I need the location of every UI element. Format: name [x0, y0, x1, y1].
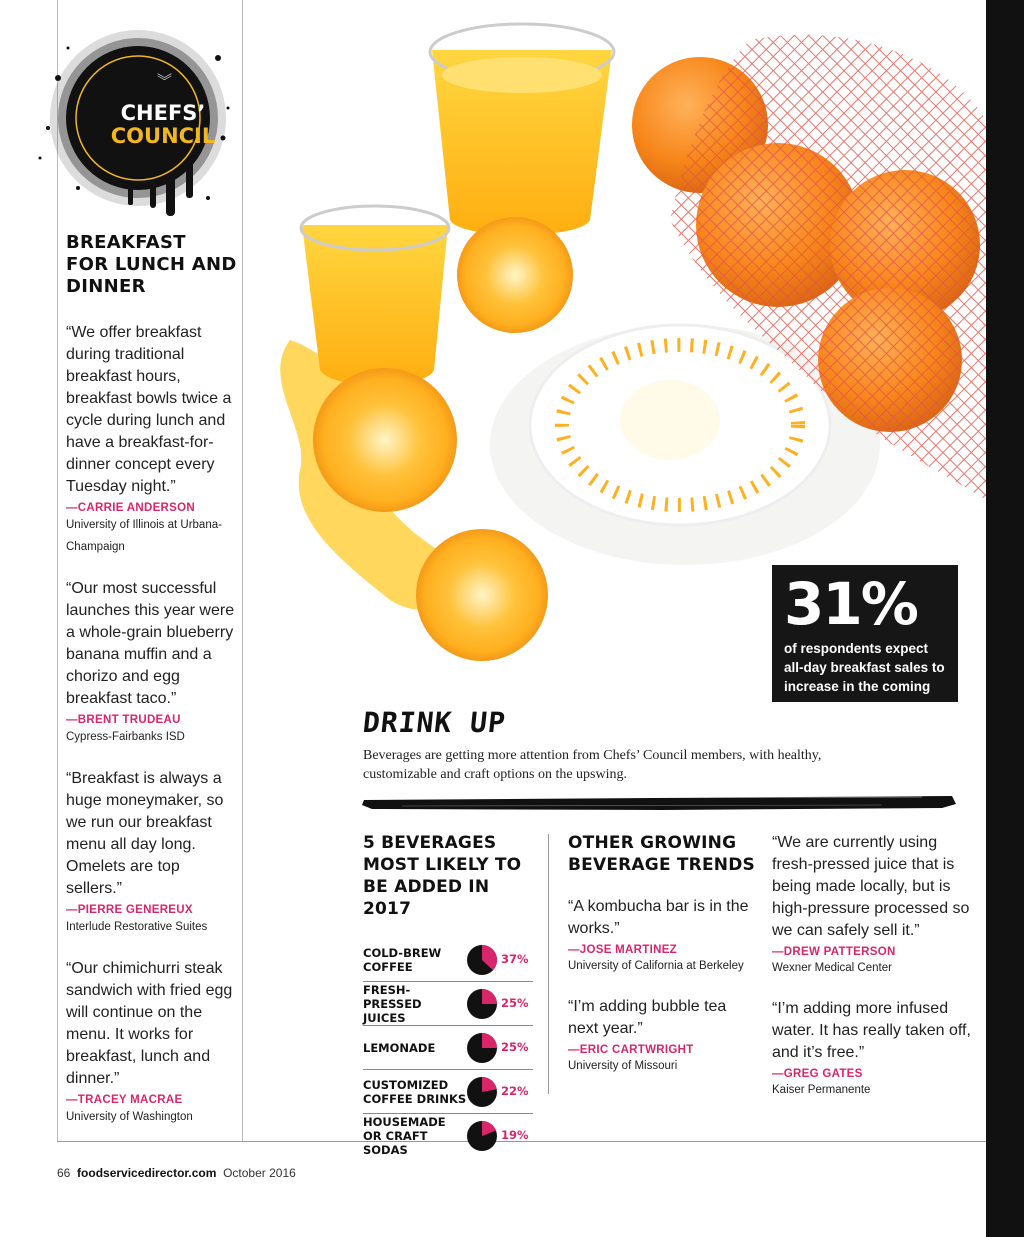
site-name: foodservicedirector.com [77, 1166, 217, 1180]
quote-text: “Breakfast is always a huge moneymaker, so we run our breakfast menu all day long. Omelets are top sellers.” [66, 770, 224, 897]
beverage-percent: 22% [501, 1084, 529, 1098]
quote-text: “Our most successful launches this year were a whole-grain blueberry banana muffin and a chorizo and egg breakfast taco.” [66, 580, 235, 707]
quote-text: “I’m adding more infused water. It has really taken off, and it’s free.” [772, 1000, 971, 1061]
badge-line1: CHEFS’ [120, 101, 206, 125]
brush-stroke-divider [362, 792, 958, 814]
sidebar-heading: BREAKFAST FOR LUNCH AND DINNER [66, 232, 237, 297]
quote-author: —BRENT TRUDEAU [66, 714, 181, 726]
quote-text: “I’m adding bubble tea next year.” [568, 998, 727, 1037]
pie-chart [467, 1121, 497, 1151]
sidebar-quote [66, 322, 238, 558]
chefs-council-badge [28, 18, 238, 228]
sidebar-quote [66, 768, 238, 938]
quote-author: —PIERRE GENEREUX [66, 904, 193, 916]
sidebar [66, 232, 238, 1148]
beverage-percent: 19% [501, 1128, 529, 1142]
quote-author: —CARRIE ANDERSON [66, 502, 195, 514]
drink-up-title: DRINK UP [361, 706, 508, 739]
pie-slice [482, 989, 497, 1004]
page-edge-bar [986, 0, 1024, 1237]
quote-text: “We are currently using fresh-pressed juice that is being made locally, but is high-pressure processed so we can safely sell it.” [772, 834, 970, 939]
beverage-percent: 37% [501, 952, 529, 966]
list-item [363, 1026, 533, 1070]
chevron-down-icon: ︾ [157, 73, 173, 90]
quote-org: University of Illinois at Urbana-Champaign [66, 519, 222, 553]
stat-number: 31% [784, 570, 917, 638]
list-item [363, 1070, 533, 1114]
quote-text: “Our chimichurri steak sandwich with fried egg will continue on the menu. It works for breakfast, lunch and dinner.” [66, 960, 233, 1087]
trends-column [568, 832, 758, 1076]
quote-author: —DREW PATTERSON [772, 946, 896, 958]
trend-quote [772, 998, 972, 1100]
trends-heading: OTHER GROWING BEVERAGE TRENDS [568, 833, 755, 875]
trend-quote [772, 832, 972, 978]
page-footer [57, 1166, 296, 1180]
beverage-label: CUSTOMIZED COFFEE DRINKS [363, 1077, 467, 1106]
beverage-label: LEMONADE [363, 1040, 436, 1055]
list-item [363, 1114, 533, 1158]
stat-box [772, 565, 958, 713]
beverages-column [363, 832, 533, 1158]
pie-chart [467, 1077, 497, 1107]
pie-slice [482, 1033, 497, 1048]
badge-line2: COUNCIL [110, 124, 216, 148]
beverage-percent: 25% [501, 996, 529, 1010]
trends-column-2 [772, 832, 972, 1100]
quote-org: Interlude Restorative Suites [66, 921, 208, 933]
beverage-percent: 25% [501, 1040, 529, 1054]
sidebar-quote [66, 578, 238, 748]
badge-title [88, 102, 238, 148]
quote-org: University of Missouri [568, 1060, 678, 1072]
pie-chart [467, 1033, 497, 1063]
list-item [363, 938, 533, 982]
quote-author: —JOSE MARTINEZ [568, 944, 677, 956]
beverage-label: FRESH-PRESSED JUICES [363, 982, 422, 1025]
quote-org: University of Washington [66, 1111, 193, 1123]
list-item [363, 982, 533, 1026]
beverage-label: HOUSEMADE OR CRAFT SODAS [363, 1115, 446, 1157]
beverages-heading: 5 BEVERAGES MOST LIKELY TO BE ADDED IN 2017 [363, 833, 522, 919]
pie-chart [467, 989, 497, 1019]
sidebar-quote [66, 958, 238, 1128]
stat-text: of respondents expect all-day breakfast sales to increase in the coming year [784, 641, 945, 713]
trend-quote [568, 896, 758, 976]
quote-author: —GREG GATES [772, 1068, 863, 1080]
pie-chart [467, 945, 497, 975]
quote-text: “A kombucha bar is in the works.” [568, 898, 749, 937]
quote-text: “We offer breakfast during traditional breakfast hours, breakfast bowls twice a cycle during lunch and have a breakfast-for-dinner concept every Tuesday night.” [66, 324, 232, 495]
page-number: 66 [57, 1166, 71, 1180]
quote-org: University of California at Berkeley [568, 960, 744, 972]
column-divider [548, 834, 549, 1094]
quote-org: Wexner Medical Center [772, 962, 892, 974]
beverage-list [363, 938, 533, 1158]
drink-up-subtitle: Beverages are getting more attention from Chefs’ Council members, with healthy, customizable and craft options on the upswing. [363, 748, 822, 782]
quote-org: Cypress-Fairbanks ISD [66, 731, 185, 743]
trend-quote [568, 996, 758, 1076]
quote-org: Kaiser Permanente [772, 1084, 871, 1096]
sidebar-divider [242, 0, 243, 1142]
beverage-label: COLD-BREW COFFEE [363, 945, 442, 974]
quote-author: —TRACEY MACRAE [66, 1094, 183, 1106]
issue-date: October 2016 [223, 1166, 296, 1180]
quote-author: —ERIC CARTWRIGHT [568, 1044, 694, 1056]
